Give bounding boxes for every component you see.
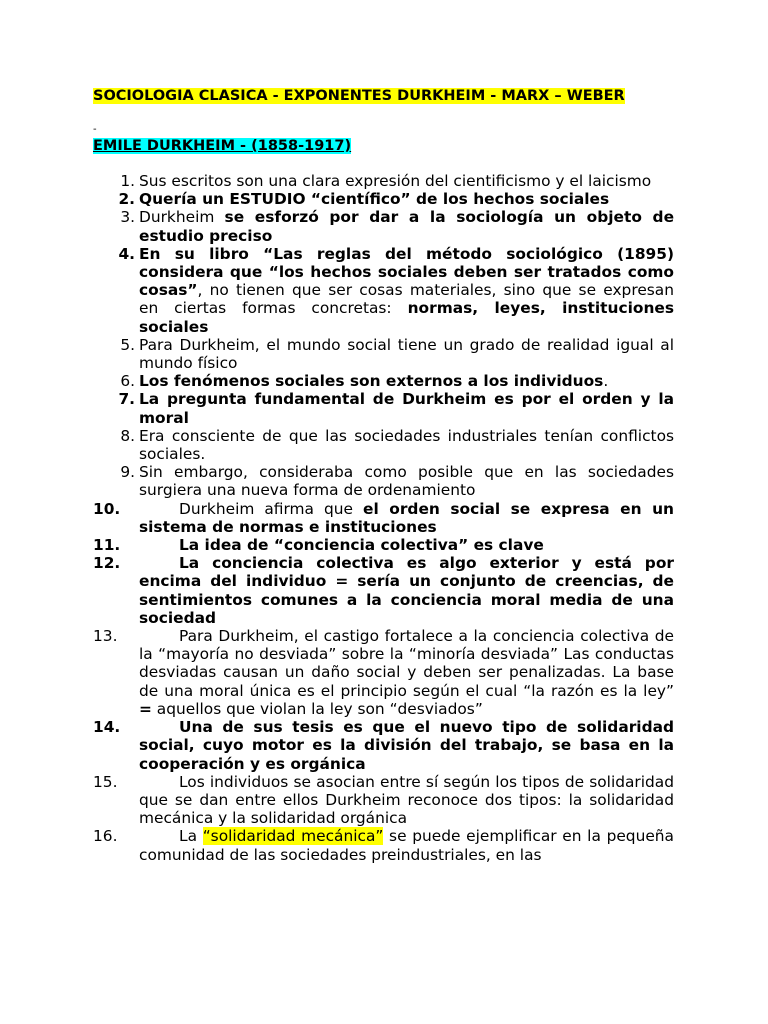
list-text: Para Durkheim, el mundo social tiene un grado de realidad igual al mundo físico <box>139 335 674 373</box>
list-number: 16. <box>93 827 118 846</box>
list-text-bold: = <box>139 699 152 718</box>
list-text: Era consciente de que las sociedades industriales tenían conflictos sociales. <box>139 426 674 464</box>
list-item <box>120 172 674 190</box>
list-text-bold: La pregunta fundamental de Durkheim es por el orden y la moral <box>139 390 674 427</box>
list-item <box>93 627 674 718</box>
list-item <box>118 390 674 427</box>
section-heading <box>93 137 351 155</box>
section-heading-text: EMILE DURKHEIM - (1858-1917) <box>93 138 352 154</box>
list-text: Sus escritos son una clara expresión del cientificismo y el laicismo <box>139 172 652 190</box>
list-text: Durkheim <box>139 208 225 227</box>
list-item <box>93 827 674 864</box>
list-number: 15. <box>93 772 118 791</box>
list-text-bold: normas, leyes, instituciones sociales <box>139 299 675 336</box>
list-text: Sin embargo, consideraba como posible que en las sociedades surgiera una nueva forma de ordenamiento <box>139 463 674 500</box>
list-number: 1. <box>120 172 135 190</box>
list-text: se puede ejemplificar en la pequeña comunidad de las sociedades preindustriales, en las <box>139 827 674 864</box>
list-text-bold: Los fenómenos sociales son externos a los individuos <box>139 372 604 391</box>
list-text: Los individuos se asocian entre sí según los tipos de solidaridad que se dan entre ellos Durkheim reconoce dos tipos: la solidaridad mecánica y la solidaridad orgánica <box>139 772 674 828</box>
document-title <box>93 87 625 105</box>
list-text: , no tienen que ser cosas materiales, sino que se expresan en ciertas formas concretas: <box>139 281 674 318</box>
list-number: 2. <box>118 190 135 209</box>
list-text: aquellos que violan la ley son “desviados” <box>151 699 483 718</box>
list-number: 11. <box>93 536 121 555</box>
list-text-bold: La idea de “conciencia colectiva” es clave <box>179 536 544 555</box>
list-text-bold: se esforzó por dar a la sociología un objeto de estudio preciso <box>139 208 675 245</box>
list-text-bold: En su libro “Las reglas del método sociológico (1895) considera que “los hechos sociales deben ser tratados como cosas” <box>139 244 674 300</box>
list-text: La <box>179 827 203 846</box>
list-number: 8. <box>120 426 135 445</box>
list-item <box>120 426 674 464</box>
list-number: 9. <box>120 463 135 482</box>
list-item <box>93 536 674 555</box>
list-item <box>93 718 674 773</box>
list-text: Durkheim afirma que <box>179 499 364 518</box>
document-title-text: SOCIOLOGIA CLASICA - EXPONENTES DURKHEIM - MARX – WEBER <box>93 88 625 104</box>
list-text: Para Durkheim, el castigo fortalece a la conciencia colectiva de la “mayoría no desviada” sobre la “minoría desviada” Las conductas desviadas causan un daño social y deben ser penalizadas. La base de una moral única es el principio según el cual “la razón es la ley” <box>139 627 674 700</box>
list-item <box>93 499 674 536</box>
list-item <box>93 554 674 627</box>
list-item <box>120 463 674 500</box>
list-text-bold: La conciencia colectiva es algo exterior y está por encima del individuo = sería un conjunto de creencias, de sentimientos comunes a la conciencia moral media de una sociedad <box>139 554 674 627</box>
list-item <box>118 244 675 336</box>
list-number: 12. <box>93 554 121 573</box>
list-item <box>120 208 675 245</box>
list-item <box>120 372 674 391</box>
list-text: Quería un ESTUDIO “científico” de los hechos sociales <box>139 190 610 209</box>
list-text: . <box>603 372 609 391</box>
list-number: 5. <box>120 335 135 354</box>
list-item <box>120 335 674 373</box>
numbered-list <box>93 172 675 864</box>
list-text-bold: Una de sus tesis es que el nuevo tipo de solidaridad social, cuyo motor es la división del trabajo, se basa en la cooperación y es orgánica <box>139 718 674 773</box>
list-number: 14. <box>93 718 121 737</box>
list-number: 10. <box>93 499 121 518</box>
list-item <box>93 772 674 828</box>
separator-dash: - <box>93 124 97 135</box>
list-number: 3. <box>120 208 135 227</box>
list-number: 4. <box>118 244 135 263</box>
highlighted-term: “solidaridad mecánica” <box>202 827 384 846</box>
list-text-bold: el orden social se expresa en un sistema de normas e instituciones <box>139 499 674 536</box>
list-number: 13. <box>93 627 118 646</box>
list-number: 7. <box>118 390 135 409</box>
list-number: 6. <box>120 372 135 391</box>
list-item <box>118 190 674 209</box>
